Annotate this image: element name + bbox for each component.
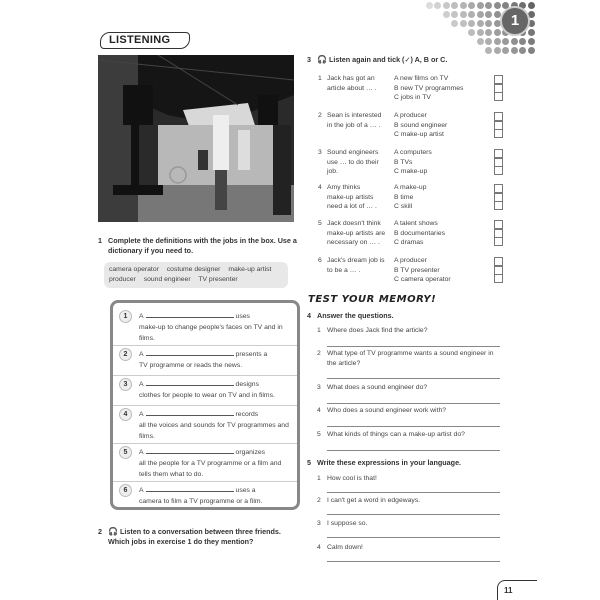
instruction-text: Which jobs in exercise 1 do they mention? [108, 537, 254, 546]
question-text: Amy thinks [327, 184, 361, 191]
question-stem [318, 183, 393, 212]
question-text: Who does a sound engineer work with? [327, 407, 447, 414]
expression-item [317, 496, 420, 506]
decorative-dot [485, 29, 492, 36]
def-text: TV programme or reads the news. [139, 362, 243, 369]
question-text: use … to do their [327, 158, 379, 166]
decorative-dot [485, 2, 492, 9]
exercise2-instruction [98, 527, 298, 547]
test-your-memory-title: TEST YOUR MEMORY! [308, 294, 437, 305]
exercise-number: 4 [307, 311, 311, 320]
instruction-text: Complete the definitions with the jobs in the box. Use a [108, 236, 297, 245]
answer-option: C skill [394, 203, 413, 211]
instruction-text: Answer the questions. [317, 311, 394, 320]
def-text: designs [235, 381, 259, 388]
answer-option: B documentaries [394, 229, 446, 237]
question-text: job. [327, 168, 338, 175]
answer-option: B TV presenter [394, 266, 440, 274]
answer-option: C camera operator [394, 276, 451, 284]
question-item [317, 349, 507, 368]
answer-option: A new films on TV [394, 75, 449, 82]
question-number: 5 [317, 431, 321, 438]
tick-checkbox[interactable] [494, 166, 503, 175]
exercise5-instruction [307, 458, 461, 468]
question-number: 2 [318, 112, 322, 119]
answer-line[interactable] [327, 378, 500, 379]
answer-option: C jobs in TV [394, 94, 431, 102]
item-number: 3 [119, 378, 132, 391]
item-number: 5 [119, 446, 132, 459]
decorative-dot [468, 20, 475, 27]
decorative-dot [519, 38, 526, 45]
decorative-dot [443, 11, 450, 18]
instruction-text: Listen to a conversation between three friends. [119, 527, 281, 536]
answer-line[interactable] [327, 346, 500, 347]
definition-row [113, 375, 297, 406]
decorative-dot [502, 47, 509, 54]
decorative-dot [485, 47, 492, 54]
instruction-text: dictionary if you need to. [108, 246, 194, 255]
decorative-dot [511, 38, 518, 45]
answer-blank[interactable] [146, 446, 234, 454]
instruction-text: Listen again and tick (✓) A, B or C. [328, 55, 448, 64]
item-number: 3 [317, 520, 321, 527]
def-text: presents a [235, 351, 268, 358]
word-box-item: costume designer [166, 266, 221, 273]
question-text: What does a sound engineer do? [327, 384, 428, 391]
answer-blank[interactable] [146, 408, 234, 416]
decorative-dot [528, 47, 535, 54]
decorative-dot [494, 38, 501, 45]
question-text: Where does Jack find the article? [327, 327, 428, 334]
question-stem [318, 219, 393, 248]
decorative-dot [434, 2, 441, 9]
decorative-dot [460, 11, 467, 18]
question-stem [318, 148, 393, 177]
def-text: clothes for people to wear on TV and in films. [139, 392, 275, 399]
question-text: What kinds of things can a make-up artist do? [327, 431, 465, 438]
decorative-dot [494, 2, 501, 9]
expression-item [317, 519, 367, 529]
decorative-dot [528, 29, 535, 36]
answer-line[interactable] [327, 537, 500, 538]
tick-checkbox[interactable] [494, 129, 503, 138]
unit-number-badge: 1 [500, 6, 530, 36]
decorative-dot [468, 11, 475, 18]
decorative-dot [443, 2, 450, 9]
answer-option: A make-up [394, 184, 427, 191]
definition-row [113, 307, 297, 346]
decorative-dot [477, 11, 484, 18]
item-number: 1 [317, 475, 321, 482]
decorative-dot [485, 20, 492, 27]
decorative-dot [477, 29, 484, 36]
decorative-dot [519, 47, 526, 54]
exercise3-instruction [307, 55, 507, 65]
decorative-dot [460, 2, 467, 9]
decorative-dot [468, 2, 475, 9]
question-text: make-up artists [327, 193, 374, 201]
article: A [139, 313, 144, 320]
answer-blank[interactable] [146, 310, 234, 318]
answer-blank[interactable] [146, 484, 234, 492]
word-box-item: producer [109, 276, 136, 283]
item-number: 4 [119, 408, 132, 421]
item-number: 1 [119, 310, 132, 323]
def-text: all the people for a TV programme or a film and tells them what to do. [139, 460, 282, 478]
exercise4-instruction [307, 311, 394, 321]
decorative-dot [528, 2, 535, 9]
exercise-number: 2 [98, 527, 102, 536]
exercise-number: 1 [98, 236, 102, 245]
answer-option: A producer [394, 257, 427, 264]
answer-option: B time [394, 193, 414, 201]
expression-text: How cool is that! [327, 475, 377, 482]
question-number: 6 [318, 257, 322, 264]
tick-checkbox[interactable] [494, 237, 503, 246]
word-box-item: TV presenter [198, 276, 238, 283]
answer-blank[interactable] [146, 348, 234, 356]
answer-line[interactable] [327, 561, 500, 562]
question-number: 3 [318, 149, 322, 156]
question-text: article about … . [327, 84, 377, 92]
item-number: 6 [119, 484, 132, 497]
decorative-dot [485, 11, 492, 18]
answer-line[interactable] [327, 426, 500, 427]
answer-line[interactable] [327, 403, 500, 404]
tick-checkbox[interactable] [494, 92, 503, 101]
expression-item [317, 474, 377, 484]
definitions-box [110, 300, 300, 510]
question-item [317, 383, 507, 393]
item-number: 4 [317, 544, 321, 551]
answer-option: A producer [394, 112, 427, 119]
decorative-dot [451, 20, 458, 27]
answer-option: C make-up artist [394, 131, 444, 139]
item-number: 2 [119, 348, 132, 361]
instruction-text: Write these expressions in your language. [317, 458, 462, 467]
question-text: Jack has got an [327, 75, 375, 82]
answer-line[interactable] [327, 492, 500, 493]
decorative-dot [451, 11, 458, 18]
question-item [317, 326, 507, 336]
answer-option: A computers [394, 149, 432, 156]
decorative-dot [485, 38, 492, 45]
question-item [317, 406, 507, 416]
def-text: camera to film a TV programme or a film. [139, 498, 263, 505]
question-stem [318, 256, 393, 275]
article: A [139, 487, 144, 494]
decorative-dot [468, 29, 475, 36]
question-text: need a lot of … . [327, 203, 377, 210]
def-text: uses [235, 313, 250, 320]
article: A [139, 381, 144, 388]
word-box-item: sound engineer [143, 276, 191, 283]
question-text: to be a … . [327, 266, 361, 274]
tick-checkbox[interactable] [494, 201, 503, 210]
def-text: all the voices and sounds for TV programmes and films. [139, 422, 289, 440]
decorative-dot [494, 47, 501, 54]
answer-option: B TVs [394, 158, 413, 166]
section-title: LISTENING [100, 32, 190, 49]
expression-text: I suppose so. [327, 520, 368, 527]
question-text: Jack doesn't think [327, 220, 381, 227]
exercise-number: 3 [307, 55, 311, 64]
decorative-dot [528, 38, 535, 45]
def-text: records [235, 411, 259, 418]
decorative-dot [494, 29, 501, 36]
question-text: make-up artists are [327, 229, 386, 237]
answer-option: B new TV programmes [394, 84, 464, 92]
item-number: 2 [317, 497, 321, 504]
question-number: 5 [318, 220, 322, 227]
question-text: the article? [327, 359, 361, 367]
answer-option: A talent shows [394, 220, 438, 227]
def-text: uses a [235, 487, 256, 494]
tick-checkbox[interactable] [494, 274, 503, 283]
decorative-dot [477, 38, 484, 45]
decorative-dot [451, 2, 458, 9]
word-box-item: make-up artist [228, 266, 272, 273]
question-text: Sound engineers [327, 149, 379, 156]
headphones-icon: 🎧 [317, 55, 327, 64]
definition-row [113, 443, 297, 482]
decorative-dot [502, 38, 509, 45]
answer-option: C dramas [394, 239, 424, 247]
def-text: organizes [235, 449, 266, 456]
question-item [317, 430, 507, 440]
question-text: necessary on … . [327, 239, 380, 246]
def-text: make-up to change people's faces on TV and in films. [139, 324, 283, 342]
word-box-item: camera operator [109, 266, 159, 273]
decorative-dot [477, 2, 484, 9]
question-number: 4 [317, 407, 321, 414]
article: A [139, 411, 144, 418]
tv-studio-photo [98, 55, 294, 222]
definition-row [113, 405, 297, 444]
expression-text: Calm down! [327, 544, 363, 551]
question-text: Jack's dream job is [327, 257, 385, 264]
answer-option: B sound engineer [394, 121, 448, 129]
answer-option: C make-up [394, 168, 428, 176]
exercise1-instruction [98, 236, 298, 256]
question-stem [318, 74, 393, 93]
expression-item [317, 543, 363, 553]
decorative-dot [477, 20, 484, 27]
answer-line[interactable] [327, 514, 500, 515]
question-text: Sean is interested [327, 112, 382, 119]
article: A [139, 449, 144, 456]
answer-blank[interactable] [146, 378, 234, 386]
definition-row [113, 481, 297, 507]
decorative-dot [460, 20, 467, 27]
answer-line[interactable] [327, 450, 500, 451]
question-text: in the job of a … . [327, 121, 381, 129]
question-number: 1 [318, 75, 322, 82]
page-number: 11 [497, 580, 537, 600]
exercise-number: 5 [307, 458, 311, 467]
question-stem [318, 111, 393, 130]
headphones-icon: 🎧 [108, 527, 118, 536]
decorative-dot [511, 47, 518, 54]
definition-row [113, 345, 297, 376]
article: A [139, 351, 144, 358]
question-number: 4 [318, 184, 322, 191]
word-box [104, 262, 288, 288]
expression-text: I can't get a word in edgeways. [327, 497, 421, 504]
question-number: 1 [317, 327, 321, 334]
question-number: 2 [317, 350, 321, 357]
decorative-dot [426, 2, 433, 9]
question-number: 3 [317, 384, 321, 391]
question-text: What type of TV programme wants a sound engineer in [327, 350, 494, 357]
